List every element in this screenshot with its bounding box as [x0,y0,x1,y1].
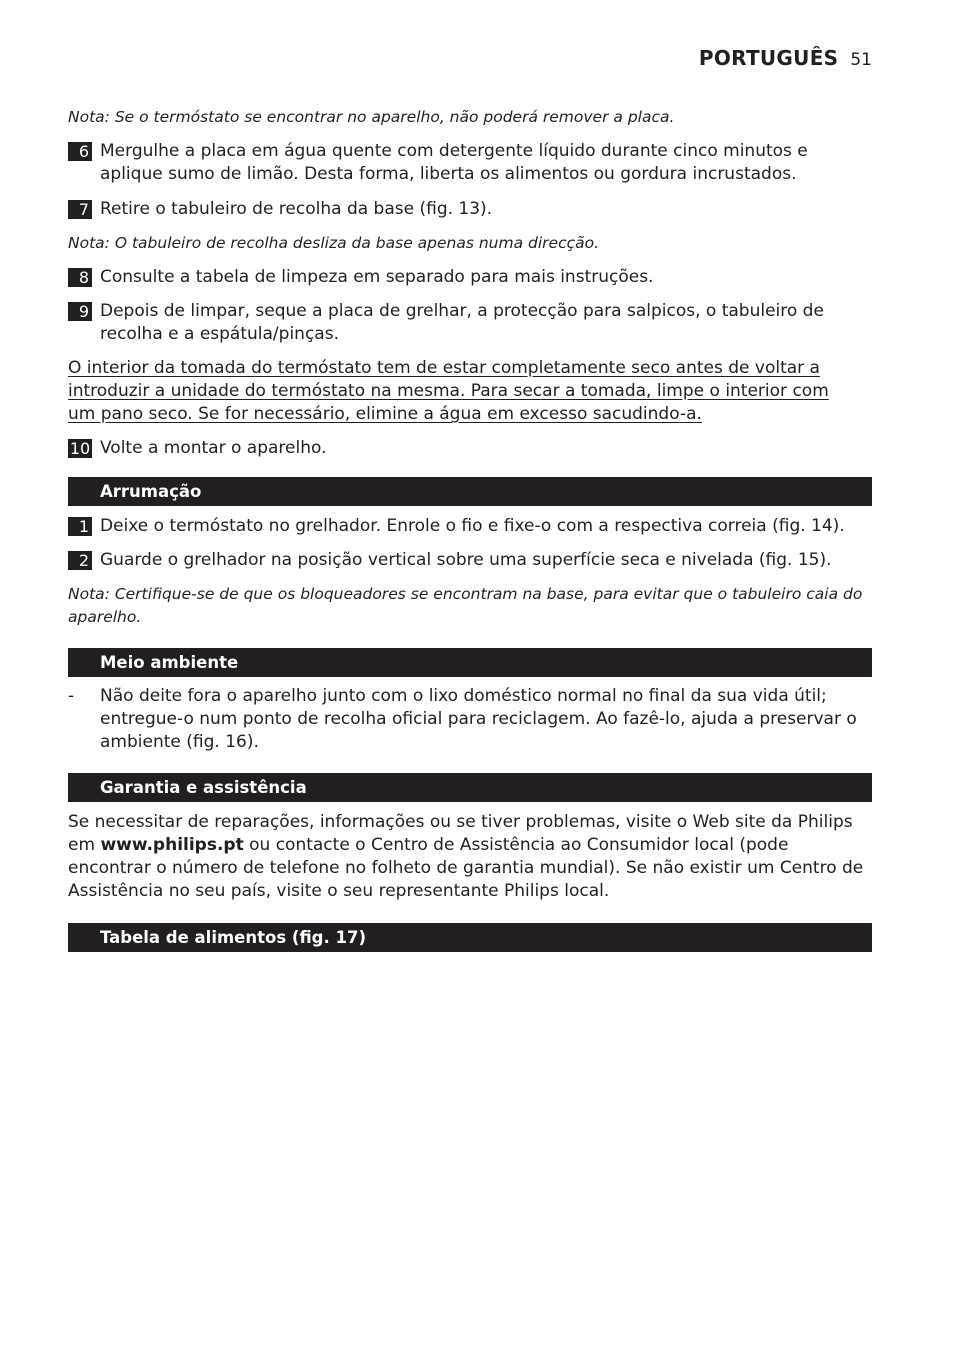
step-text: Depois de limpar, seque a placa de grelhar, a protecção para salpicos, o tabuleiro de recolha e a espátula/pinças. [100,301,824,344]
note-text: Certifique-se de que os bloqueadores se encontram na base, para evitar que o tabuleiro caia do aparelho. [68,585,863,626]
language-label: PORTUGUÊS [698,46,839,70]
note-thermostat [68,106,874,129]
step-text: Deixe o termóstato no grelhador. Enrole o fio e fixe-o com a respectiva correia (fig. 14). [100,516,845,536]
page-content [68,106,874,952]
step-10 [68,437,874,460]
step-number: 6 [68,142,92,161]
warning-text: O interior da tomada do termóstato tem de estar completamente seco antes de voltar a introduzir a unidade do termóstato na mesma. Para secar a tomada, limpe o interior com um pano seco. Se for necessário, elimine a água em excesso sacudindo-a. [68,358,829,424]
step-text: Mergulhe a placa em água quente com detergente líquido durante cinco minutos e aplique sumo de limão. Desta forma, liberta os alimentos ou gordura incrustados. [100,141,808,184]
step-6 [68,140,874,186]
note-label: Nota: [68,234,110,252]
step-text: Guarde o grelhador na posição vertical sobre uma superfície seca e nivelada (fig. 15). [100,550,832,570]
page-header [699,46,872,70]
bullet-dash: - [68,686,75,706]
section-heading-environment: Meio ambiente [68,648,872,677]
philips-url-link[interactable]: www.philips.pt [100,835,244,855]
storage-step-1 [68,515,874,538]
section-heading-warranty: Garantia e assistência [68,773,872,802]
step-9 [68,300,874,346]
bullet-text: Não deite fora o aparelho junto com o lixo doméstico normal no final da sua vida útil; entregue-o num ponto de recolha oficial para reciclagem. Ao fazê-lo, ajuda a preservar o ambiente (fig. 16). [100,686,857,752]
step-number: 10 [69,439,91,458]
warranty-text-before: Se necessitar de reparações, informações ou se tiver problemas, visite o Web site da Philips em [68,812,853,855]
note-label: Nota: [68,108,110,126]
step-number: 1 [68,517,92,536]
storage-step-2 [68,549,874,572]
environment-bullet [68,685,874,754]
note-blockers [68,583,874,629]
note-text: O tabuleiro de recolha desliza da base apenas numa direcção. [114,234,600,252]
step-number: 7 [68,200,92,219]
step-number: 2 [68,551,92,570]
note-drip-tray [68,232,874,255]
step-text: Consulte a tabela de limpeza em separado para mais instruções. [100,267,654,287]
step-text: Volte a montar o aparelho. [100,438,327,458]
note-label: Nota: [68,585,110,603]
step-8 [68,266,874,289]
section-heading-food-table: Tabela de alimentos (fig. 17) [68,923,872,952]
section-heading-storage: Arrumação [68,477,872,506]
step-number: 9 [68,302,92,321]
note-text: Se o termóstato se encontrar no aparelho, não poderá remover a placa. [114,108,675,126]
step-text: Retire o tabuleiro de recolha da base (fig. 13). [100,199,493,219]
page-number: 51 [850,50,872,70]
step-7 [68,198,874,221]
step-number: 8 [68,268,92,287]
warranty-paragraph [68,811,874,903]
warranty-text-after: ou contacte o Centro de Assistência ao Consumidor local (pode encontrar o número de telefone no folheto de garantia mundial). Se não existir um Centro de Assistência no seu país, visite o seu representante Philips local. [68,835,864,901]
